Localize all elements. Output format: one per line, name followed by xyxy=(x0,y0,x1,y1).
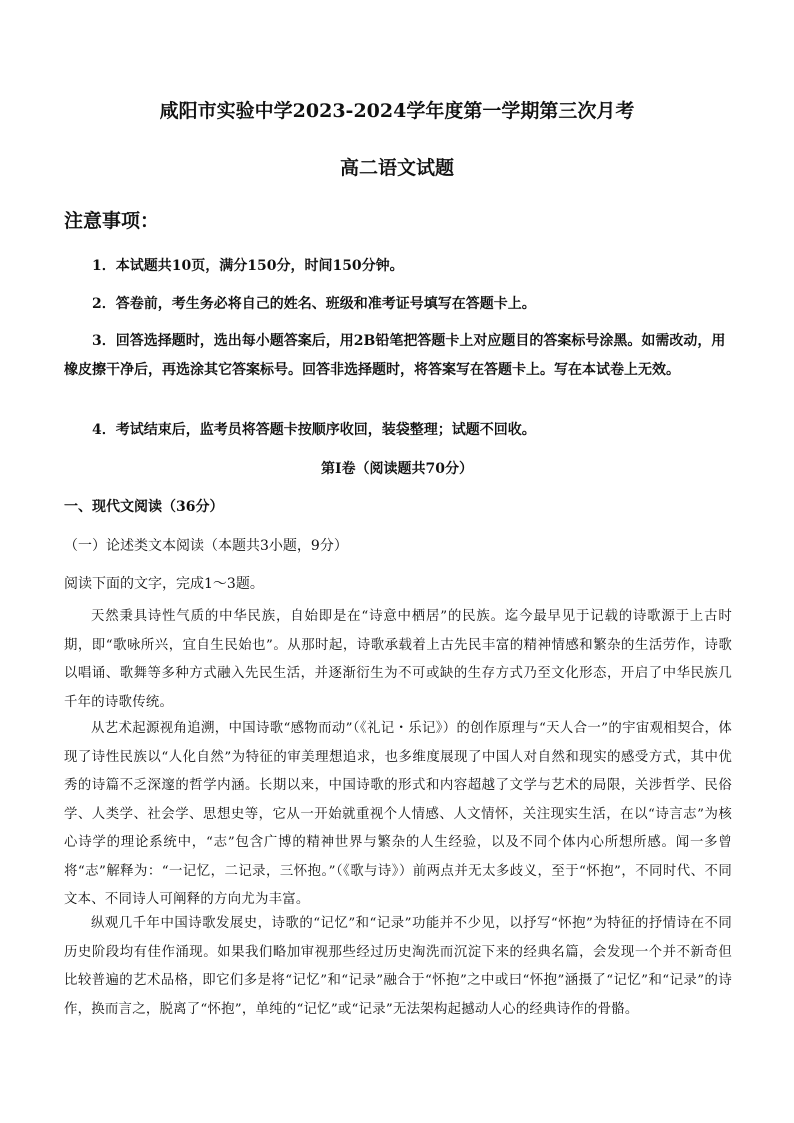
exam-title: 咸阳市实验中学2023-2024学年度第一学期第三次月考 xyxy=(159,100,635,122)
volume-title: 第Ⅰ卷（阅读题共70分） xyxy=(320,461,474,477)
passage-paragraph-2: 从艺术起源视角追溯，中国诗歌“感物而动”（《礼记・乐记》）的创作原理与“天人合一”的宇宙观相契合，体现了诗性民族以“人化自然”为特征的审美理想追求，也多维度展现了中国人对自然和现实的感受方式，其中优秀的诗篇不乏深邃的哲学内涵。长期以来，中国诗歌的形式和内容超越了文学与艺术的局限，关涉哲学、民俗学、人类学、社会学、思想史等，它从一开始就重视个人情感、人文情怀，关注现实生活，在以“诗言志”为核心诗学的理论系统中，“志”包含广博的精神世界与繁杂的人生经验，以及不同个体内心所想所感。闻一多曾将“志”解释为：“一记忆，二记录，三怀抱。”（《歌与诗》）前两点并无太多歧义，至于“怀抱”，不同时代、不同文本、不同诗人可阐释的方向尤为丰富。 xyxy=(64,721,732,907)
notice-item-1: 1．本试题共10页，满分150分，时间150分钟。 xyxy=(92,258,404,274)
notice-heading: 注意事项： xyxy=(64,210,160,232)
notice-item-3: 3．回答选择题时，选出每小题答案后，用2B铅笔把答题卡上对应题目的答案标号涂黑。如需改动，用橡皮擦干净后，再选涂其它答案标号。回答非选择题时，将答案写在答题卡上。写在本试卷上无效。 xyxy=(64,333,726,378)
part-heading: 一、现代文阅读（36分） xyxy=(64,499,224,515)
subpart-heading: （一）论述类文本阅读（本题共3小题，9分） xyxy=(64,538,348,554)
passage-paragraph-3: 纵观几千年中国诗歌发展史，诗歌的“记忆”和“记录”功能并不少见，以抒写“怀抱”为特征的抒情诗在不同历史阶段均有佳作涌现。如果我们略加审视那些经过历史淘洗而沉淀下来的经典名篇，会发现一个并不新奇但比较普遍的艺术品格，即它们多是将“记忆”和“记录”融合于“怀抱”之中或曰“怀抱”涵摄了“记忆”和“记录”的诗作，换而言之，脱离了“怀抱”，单纯的“记忆”或“记录”无法架构起撼动人心的经典诗作的骨骼。 xyxy=(64,916,732,1017)
exam-subtitle: 高二语文试题 xyxy=(339,157,454,179)
passage-paragraph-1: 天然秉具诗性气质的中华民族，自始即是在“诗意中栖居”的民族。迄今最早见于记载的诗歌源于上古时期，即“歌咏所兴，宜自生民始也”。从那时起，诗歌承载着上古先民丰富的精神情感和繁杂的生活劳作，诗歌以唱诵、歌舞等多种方式融入先民生活，并逐渐衍生为不可或缺的生存方式乃至文化形态，开启了中华民族几千年的诗歌传统。 xyxy=(64,609,732,710)
reading-instruction: 阅读下面的文字，完成1～3题。 xyxy=(64,576,264,592)
notice-item-4: 4．考试结束后，监考员将答题卡按顺序收回，装袋整理；试题不回收。 xyxy=(92,422,536,438)
notice-item-2: 2．答卷前，考生务必将自己的姓名、班级和准考证号填写在答题卡上。 xyxy=(92,296,536,312)
